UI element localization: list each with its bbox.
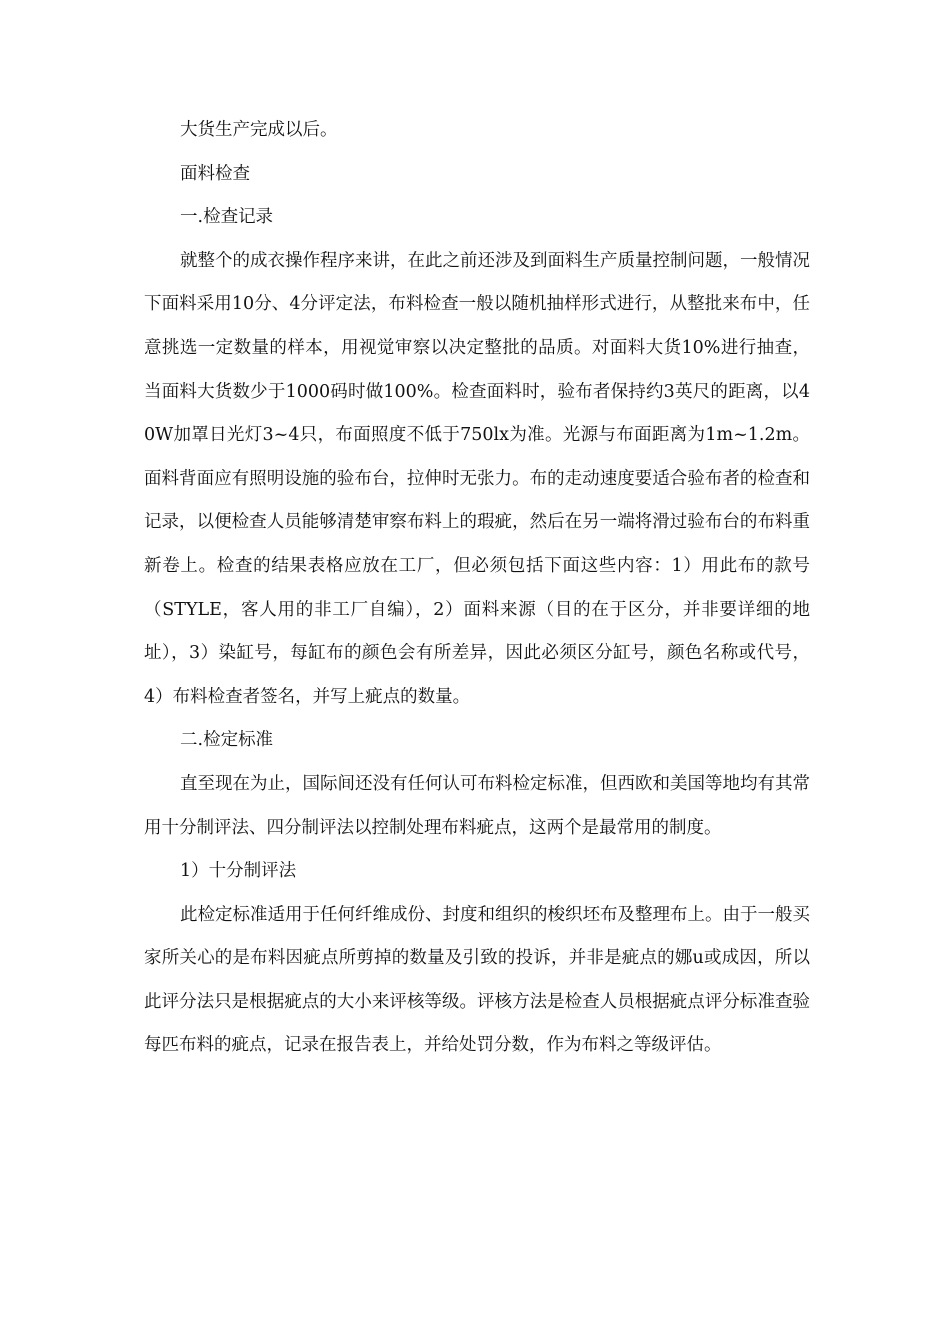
paragraph-inspection-record: 就整个的成衣操作程序来讲，在此之前还涉及到面料生产质量控制问题，一般情况下面料采用10分、4分评定法，布料检查一般以随机抽样形式进行，从整批来布中，任意挑选一定数量的样本，用视觉审察以决定整批的品质。对面料大货10%进行抽查，当面料大货数少于1000码时做100%。检查面料时，验布者保持约3英尺的距离，以40W加罩日光灯3~4只，布面照度不低于750lx为准。光源与布面距离为1m~1.2m。面料背面应有照明设施的验布台，拉伸时无张力。布的走动速度要适合验布者的检查和记录，以便检查人员能够清楚审察布料上的瑕疵，然后在另一端将滑过验布台的布料重新卷上。检查的结果表格应放在工厂，但必须包括下面这些内容：1）用此布的款号（STYLE，客人用的非工厂自编），2）面料来源（目的在于区分，并非要详细的地址），3）染缸号，每缸布的颜色会有所差异，因此必须区分缸号，颜色名称或代号，4）布料检查者签名，并写上疵点的数量。: [144, 250, 810, 707]
heading-ten-point-system: 1）十分制评法: [180, 861, 297, 882]
heading-fabric-inspection: 面料检查: [180, 163, 250, 184]
heading-inspection-record: 一.检查记录: [180, 207, 274, 228]
paragraph-ten-point-system: 此检定标准适用于任何纤维成份、封度和组织的梭织坯布及整理布上。由于一般买家所关心的是布料因疵点所剪掉的数量及引致的投诉，并非是疵点的娜u或成因，所以此评分法只是根据疵点的大小来评核等级。评核方法是检查人员根据疵点评分标准查验每匹布料的疵点，记录在报告表上，并给处罚分数，作为布料之等级评估。: [144, 904, 810, 1056]
paragraph-inspection-standard: 直至现在为止，国际间还没有任何认可布料检定标准，但西欧和美国等地均有其常用十分制评法、四分制评法以控制处理布料疵点，这两个是最常用的制度。: [144, 773, 810, 838]
heading-inspection-standard: 二.检定标准: [180, 730, 274, 751]
paragraph-production-complete: 大货生产完成以后。: [180, 120, 338, 140]
